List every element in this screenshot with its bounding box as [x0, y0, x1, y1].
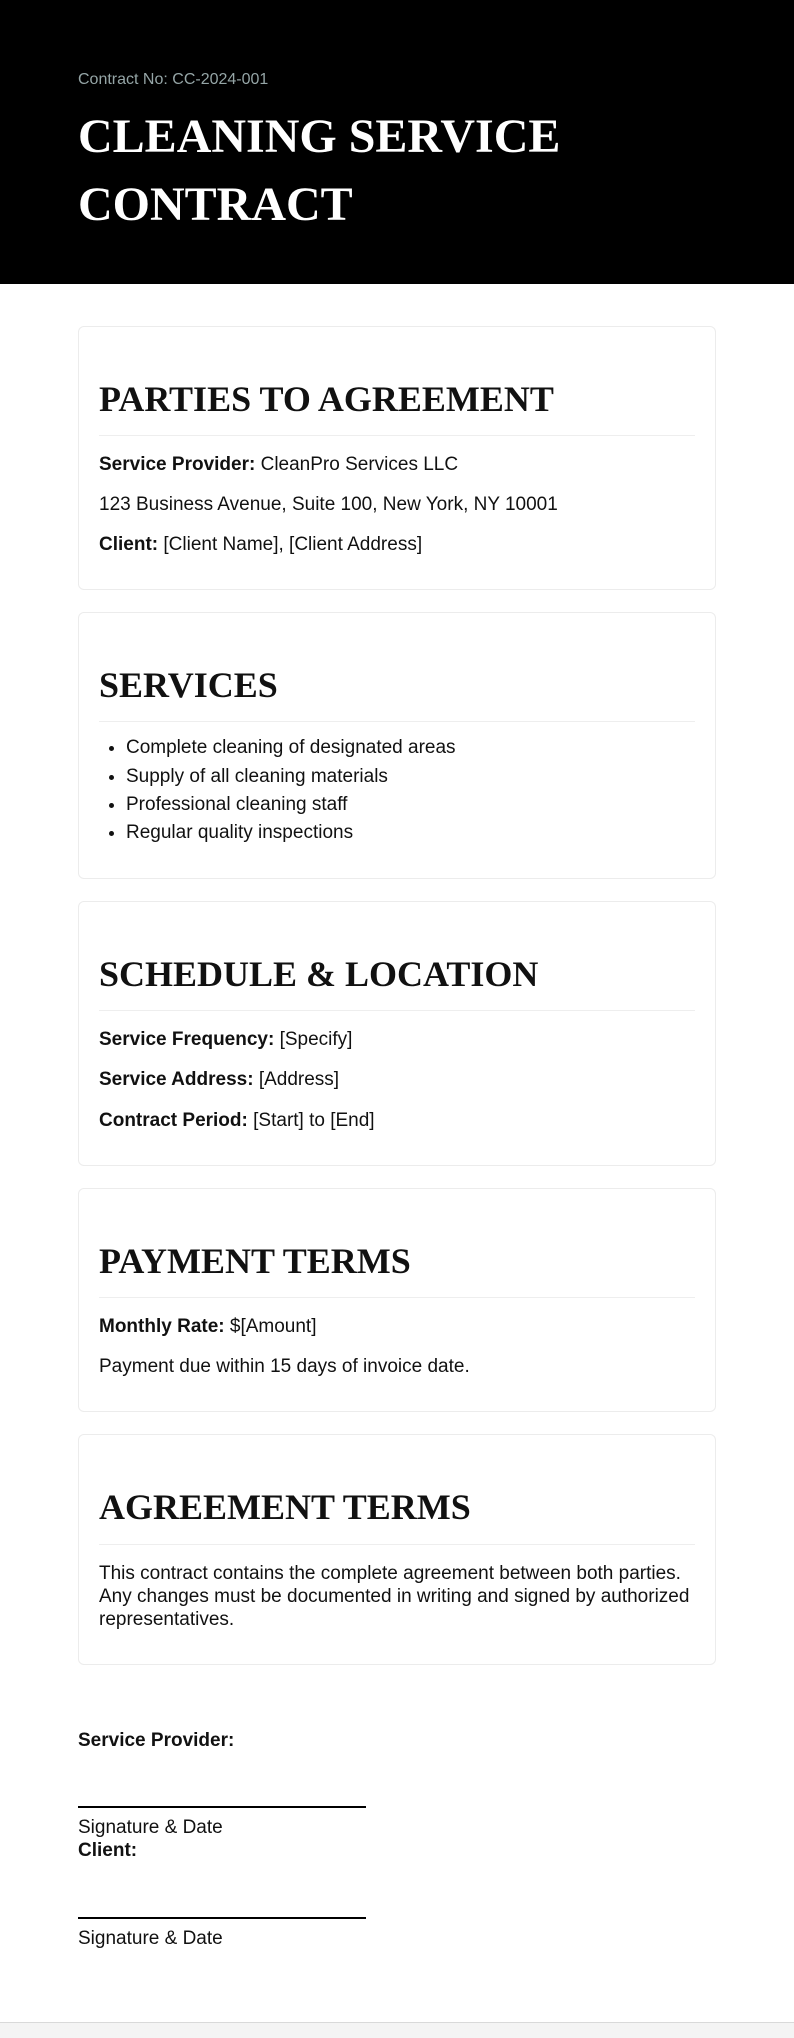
signature-line-provider [78, 1752, 366, 1808]
signature-party-provider [78, 1729, 716, 1752]
signature-party-client [78, 1839, 716, 1862]
field-service-address [99, 1068, 695, 1091]
field-value: 123 Business Avenue, Suite 100, New York, NY 10001 [99, 493, 558, 515]
field-service-frequency [99, 1028, 695, 1051]
field-label: Monthly Rate: [99, 1315, 225, 1337]
field-label: Client: [99, 534, 159, 556]
field-monthly-rate [99, 1315, 695, 1338]
section-title-parties: PARTIES TO AGREEMENT [99, 378, 695, 436]
field-label: Service Provider: [99, 453, 256, 475]
section-title-agreement: AGREEMENT TERMS [99, 1486, 695, 1544]
field-value: CleanPro Services LLC [260, 453, 459, 475]
section-parties [78, 326, 716, 591]
contract-number: Contract No: CC-2024-001 [78, 71, 269, 88]
section-title-services: SERVICES [99, 664, 695, 722]
page-title: CLEANING SERVICE CONTRACT [78, 110, 561, 232]
field-value: [Address] [258, 1069, 340, 1091]
signature-block [78, 1729, 716, 1950]
list-item: • Supply of all cleaning materials [126, 765, 695, 788]
field-value: Payment due within 15 days of invoice date. [99, 1356, 470, 1378]
section-services [78, 612, 716, 879]
signature-caption-client: Signature & Date [78, 1927, 223, 1949]
signature-line-client [78, 1863, 366, 1919]
field-contract-period [99, 1109, 695, 1132]
signature-party-label: Service Provider: [78, 1730, 235, 1752]
document-header [0, 0, 794, 284]
list-item: • Regular quality inspections [126, 821, 695, 844]
payment-due-note [99, 1355, 695, 1378]
services-list [99, 736, 695, 844]
field-service-provider [99, 453, 695, 476]
section-agreement-terms [78, 1434, 716, 1665]
section-schedule-location [78, 901, 716, 1166]
field-value: [Start] to [End] [253, 1109, 375, 1131]
section-title-payment: PAYMENT TERMS [99, 1240, 695, 1298]
signature-party-label: Client: [78, 1840, 138, 1862]
list-item: • Professional cleaning staff [126, 793, 695, 816]
document-body [0, 284, 794, 2022]
field-value: This contract contains the complete agreement between both parties. Any changes must be documented in writing and signed by authorized representatives. [99, 1562, 690, 1630]
section-title-schedule: SCHEDULE & LOCATION [99, 953, 695, 1011]
section-payment-terms [78, 1188, 716, 1413]
field-value: [Specify] [279, 1029, 353, 1051]
agreement-clause [99, 1562, 695, 1632]
field-client [99, 533, 695, 556]
field-label: Contract Period: [99, 1109, 248, 1131]
field-provider-address [99, 493, 695, 516]
list-item: • Complete cleaning of designated areas [126, 736, 695, 759]
signature-caption-provider: Signature & Date [78, 1817, 223, 1839]
field-label: Service Address: [99, 1069, 254, 1091]
field-label: Service Frequency: [99, 1029, 275, 1051]
field-value: $[Amount] [229, 1315, 317, 1337]
field-value: [Client Name], [Client Address] [163, 534, 423, 556]
